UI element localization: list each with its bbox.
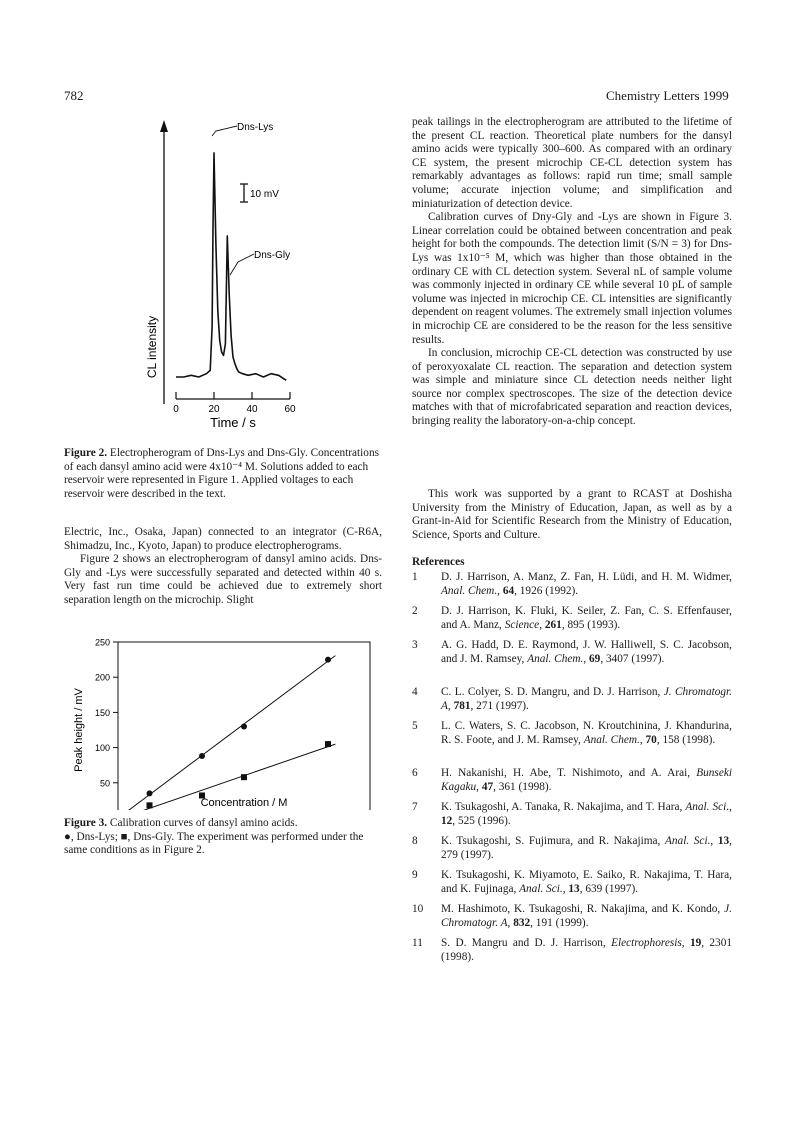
reference-journal: Anal. Sci. <box>685 801 730 813</box>
reference-journal: Anal. Chem. <box>527 652 584 665</box>
journal-header: Chemistry Letters 1999 <box>606 88 729 103</box>
data-point-dns-lys <box>147 790 153 796</box>
figure2-caption-label: Figure 2. <box>64 447 108 459</box>
electropherogram-trace <box>176 153 286 380</box>
reference-number: 4 <box>412 686 418 698</box>
x-tick-label: 60 <box>284 404 296 415</box>
figure3-caption-line2: ●, Dns-Lys; ■, Dns-Gly. The experiment was performed under the same conditions as in Figure 2. <box>64 830 364 857</box>
reference-volume: 261 <box>544 618 562 631</box>
reference-text: M. Hashimoto, K. Tsukagoshi, R. Nakajima, and K. Kondo, J. Chromatogr. A, 832, 191 (1999). <box>441 903 732 929</box>
y-tick-label: 100 <box>94 743 110 754</box>
scale-bar-label: 10 mV <box>250 189 279 200</box>
figure3-caption-label: Figure 3. <box>64 817 108 829</box>
reference-journal: Anal. Sci. <box>665 835 711 847</box>
left-body-text <box>64 526 382 608</box>
paragraph: peak tailings in the electropherogram are attributed to the lifetime of the present CL reaction. Theoretical plate numbers for the dansyl amino acids were typically 300–600. As compared with an ordinary CE system, the present microchip CE-CL detection system has remarkably advantages as follows: rapid run time; small sample volume; accurate injection volume; and simplification and miniaturization of detection device. <box>412 116 732 210</box>
reference-volume: 13 <box>568 882 580 895</box>
reference-volume: 12 <box>441 814 453 827</box>
y-tick-label: 150 <box>94 707 110 718</box>
reference-journal: Anal. Chem. <box>441 584 498 597</box>
reference-number: 8 <box>412 835 418 847</box>
page-number: 782 <box>64 88 84 103</box>
peak-label-dns-lys: Dns-Lys <box>237 122 274 133</box>
references-title: References <box>412 556 465 568</box>
reference-volume: 19 <box>689 937 702 949</box>
reference-number: 1 <box>412 571 418 583</box>
reference-journal: J. Chromatogr. A <box>441 686 732 712</box>
x-axis-label: Time / s <box>210 415 256 430</box>
reference-number: 6 <box>412 767 418 779</box>
data-point-dns-gly <box>147 802 153 808</box>
paragraph: Calibration curves of Dny-Gly and -Lys are shown in Figure 3. Linear correlation could be obtained between concentration and peak height for both the compounds. The detection limit (S/N = 3) for Dns-Lys was 1x10⁻⁵ M, which was higher than those obtained in the ordinary CE with CL detection system. Several nL of sample volume was commonly injected in ordinary CE while several 10 pL of sample volume was injected in microchip CE. CL intensities are significantly dependent on reagent volumes. The extremely small injection volumes in microchip CE are considered to be the reason for the less sensitive results. <box>412 211 732 346</box>
reference-volume: 47 <box>481 780 494 793</box>
y-axis-label: CL intensity <box>145 315 159 379</box>
reference-text: A. G. Hadd, D. E. Raymond, J. W. Halliwell, S. C. Jacobson, and J. M. Ramsey, Anal. Chem., 69, 3407 (1997). <box>441 639 732 665</box>
fit-line-dns-lys <box>118 656 335 810</box>
reference-number: 2 <box>412 605 418 617</box>
data-point-dns-lys <box>325 657 331 663</box>
figure3-caption <box>64 817 382 858</box>
x-tick-label: 20 <box>208 404 220 415</box>
reference-text: K. Tsukagoshi, S. Fujimura, and R. Nakajima, Anal. Sci., 13, 279 (1997). <box>441 835 732 861</box>
x-axis-label: Concentration / M <box>200 797 288 809</box>
reference-volume: 69 <box>589 652 601 665</box>
acknowledgment <box>412 488 732 542</box>
reference-volume: 13 <box>717 835 730 847</box>
paragraph: In conclusion, microchip CE-CL detection was constructed by use of peroxyoxalate CL reaction. The separation and detection system was simple and miniature since CL detection needs neither light source nor complex spectroscopes. The size of the detection device matches with that of microfabricated separation and reaction devices, bringing reality the laboratory-on-a-chip concept. <box>412 347 732 428</box>
reference-journal: J. Chromatogr. A <box>441 903 732 929</box>
figure2-electropherogram <box>120 112 360 442</box>
scale-bar <box>240 184 248 202</box>
reference-journal: Anal. Sci. <box>519 882 563 895</box>
references-list <box>412 571 733 963</box>
right-body-text <box>412 116 732 429</box>
y-tick-label: 250 <box>94 637 110 648</box>
reference-number: 7 <box>412 801 418 813</box>
figure2-caption <box>64 447 382 501</box>
reference-number: 9 <box>412 869 418 881</box>
paragraph: Figure 2 shows an electropherogram of dansyl amino acids. Dns-Gly and -Lys were successfully separated and detected within 40 s. Very fast run time could be achieved due to extremely short separation length on the microchip. Slight <box>64 553 382 606</box>
figure3-calibration-chart <box>64 632 384 810</box>
reference-volume: 70 <box>645 733 657 746</box>
figure3-caption-line1: Calibration curves of dansyl amino acids. <box>107 817 298 829</box>
reference-text: K. Tsukagoshi, K. Miyamoto, E. Saiko, R. Nakajima, T. Hara, and K. Fujinaga, Anal. Sci., 13, 639 (1997). <box>441 869 732 895</box>
reference-text: C. L. Colyer, S. D. Mangru, and D. J. Harrison, J. Chromatogr. A, 781, 271 (1997). <box>441 686 732 712</box>
reference-journal: Electrophoresis <box>611 937 682 949</box>
figure2-caption-text: Electropherogram of Dns-Lys and Dns-Gly. Concentrations of each dansyl amino acid were 4x10⁻⁴ M. Solutions added to each reservoir were represented in Figure 1. Applied voltages to each reservoir were described in the text. <box>64 447 379 500</box>
x-tick-label: 0 <box>173 404 179 415</box>
reference-text: L. C. Waters, S. C. Jacobson, N. Kroutchinina, J. Khandurina, R. S. Foote, and J. M. Ramsey, Anal. Chem., 70, 158 (1998). <box>441 720 732 746</box>
reference-number: 10 <box>412 903 424 915</box>
peak-label-dns-gly: Dns-Gly <box>254 250 291 261</box>
reference-number: 11 <box>412 937 423 949</box>
reference-volume: 64 <box>502 584 515 597</box>
data-point-dns-gly <box>325 741 331 747</box>
x-tick-label: 40 <box>246 404 258 415</box>
reference-journal: Bunseki Kagaku <box>441 767 732 793</box>
reference-text: H. Nakanishi, H. Abe, T. Nishimoto, and A. Arai, Bunseki Kagaku, 47, 361 (1998). <box>441 767 732 793</box>
data-point-dns-gly <box>241 774 247 780</box>
reference-volume: 832 <box>513 916 531 929</box>
y-axis-label: Peak height / mV <box>73 688 85 772</box>
reference-volume: 781 <box>453 699 471 712</box>
data-point-dns-lys <box>199 753 205 759</box>
reference-number: 3 <box>412 639 418 651</box>
reference-text: K. Tsukagoshi, A. Tanaka, R. Nakajima, and T. Hara, Anal. Sci., 12, 525 (1996). <box>441 801 732 827</box>
reference-text: D. J. Harrison, K. Fluki, K. Seiler, Z. Fan, C. S. Effenfauser, and A. Manz, Science, 261, 895 (1993). <box>441 605 732 631</box>
reference-text: S. D. Mangru and D. J. Harrison, Electrophoresis, 19, 2301 (1998). <box>441 937 733 963</box>
dns-gly-leader-line <box>230 254 254 275</box>
reference-journal: Science <box>504 618 540 631</box>
y-tick-label: 200 <box>94 672 110 683</box>
acknowledgment-text: This work was supported by a grant to RCAST at Doshisha University from the Ministry of Education, Japan, as well as by a Grant-in-Aid for Scientific Research from the Ministry of Education, Science, Sports and Culture. <box>412 488 732 541</box>
reference-number: 5 <box>412 720 418 732</box>
data-point-dns-lys <box>241 723 247 729</box>
y-tick-label: 50 <box>99 778 110 789</box>
paragraph: Electric, Inc., Osaka, Japan) connected to an integrator (C-R6A, Shimadzu, Inc., Kyoto, Japan) to produce electropherograms. <box>64 526 382 552</box>
reference-journal: Anal. Chem. <box>583 733 640 746</box>
dns-lys-leader-line <box>212 126 237 136</box>
reference-text: D. J. Harrison, A. Manz, Z. Fan, H. Lüdi, and H. M. Widmer, Anal. Chem., 64, 1926 (1992). <box>441 571 732 597</box>
